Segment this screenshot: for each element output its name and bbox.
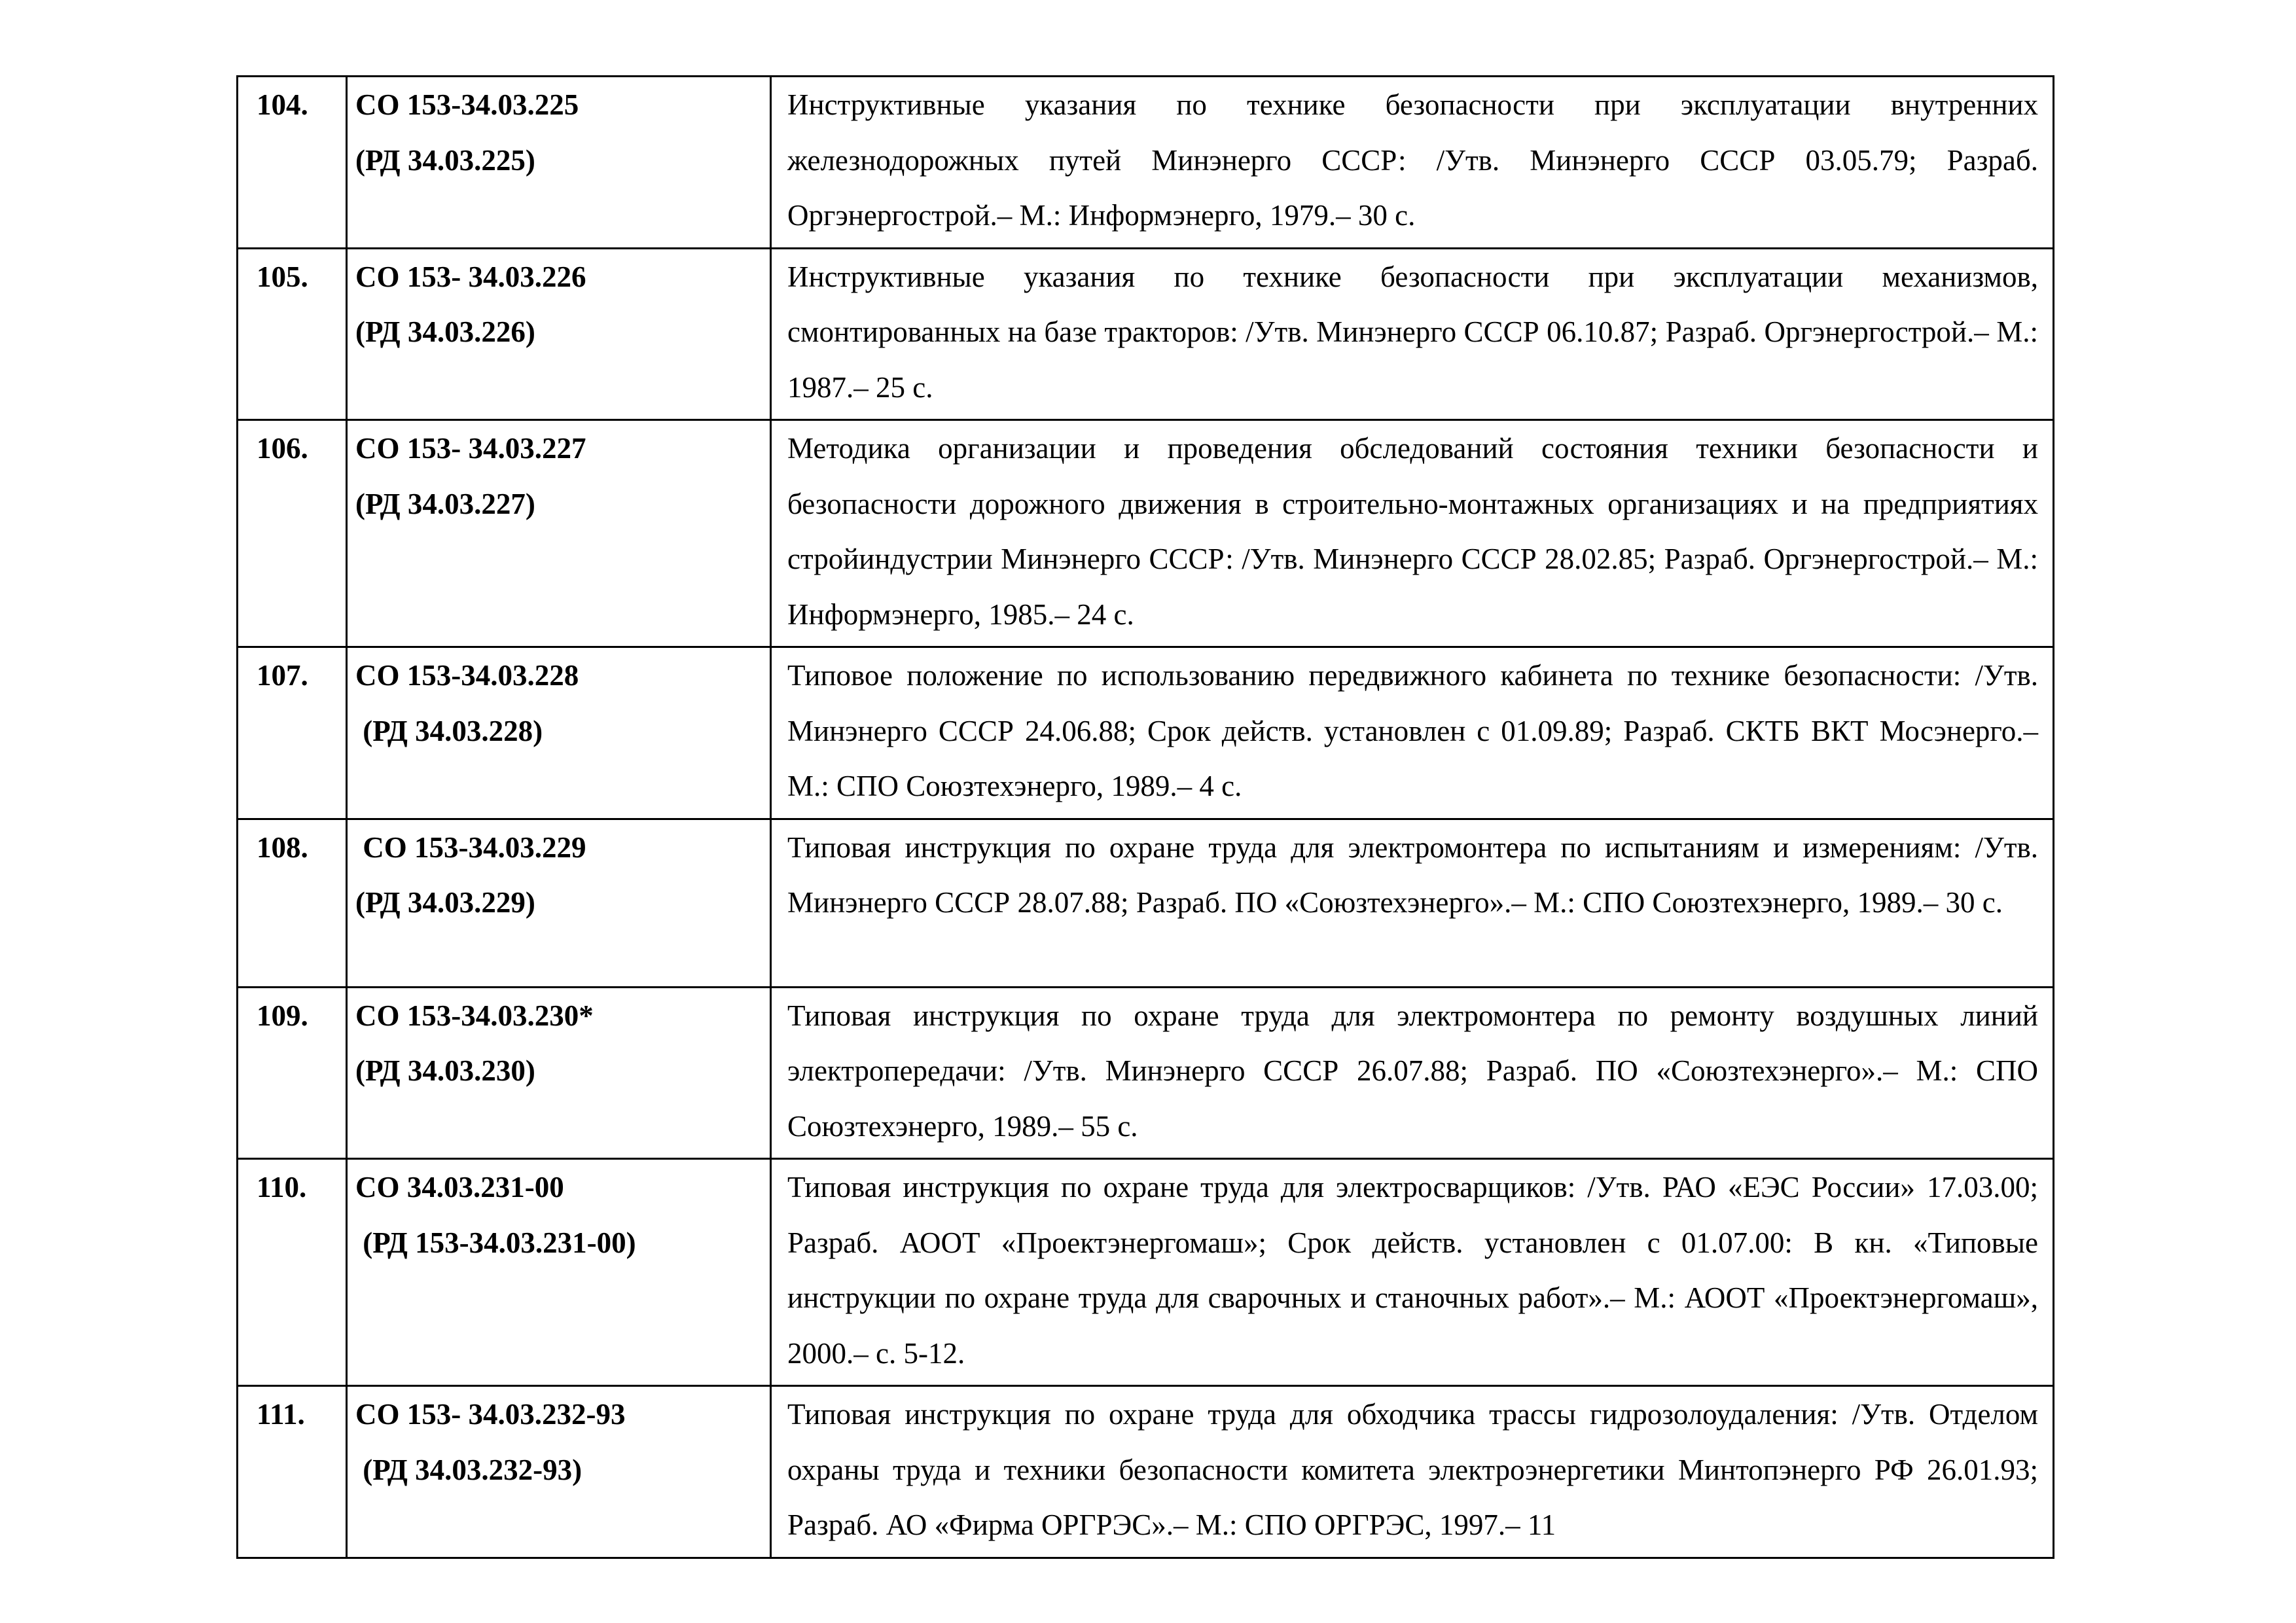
rd-code: (РД 34.03.229) (355, 886, 535, 919)
row-number: 111. (238, 1386, 347, 1558)
rd-code: (РД 34.03.232-93) (355, 1453, 583, 1486)
document-code-cell (347, 248, 771, 420)
row-number: 105. (238, 248, 347, 420)
so-code: СО 153-34.03.230* (355, 999, 594, 1032)
row-number: 108. (238, 819, 347, 987)
document-code-cell (347, 819, 771, 987)
standards-table (236, 75, 2054, 1559)
rd-code: (РД 153-34.03.231-00) (355, 1226, 636, 1259)
table-row (238, 1159, 2054, 1386)
document-description: Инструктивные указания по технике безопасности при эксплуатации внутренних железнодорожных путей Минэнерго СССР: /Утв. Минэнерго СССР 03.05.79; Разраб. Оргэнергострой.– М.: Информэнерго, 1979.– 30 с. (771, 77, 2054, 249)
document-description: Типовая инструкция по охране труда для электромонтера по ремонту воздушных линий электропередачи: /Утв. Минэнерго СССР 26.07.88; Разраб. ПО «Союзтехэнерго».– М.: СПО Союзтехэнерго, 1989.– 55 с. (771, 987, 2054, 1159)
document-code-cell (347, 420, 771, 647)
row-number: 106. (238, 420, 347, 647)
document-description: Типовая инструкция по охране труда для электросварщиков: /Утв. РАО «ЕЭС России» 17.03.00; Разраб. АООТ «Проектэнергомаш»; Срок действ. установлен с 01.07.00: В кн. «Типовые инструкции по охране труда для сварочных и станочных работ».– М.: АООТ «Проектэнергомаш», 2000.– с. 5-12. (771, 1159, 2054, 1386)
row-number: 110. (238, 1159, 347, 1386)
document-description: Типовое положение по использованию передвижного кабинета по технике безопасности: /Утв. Минэнерго СССР 24.06.88; Срок действ. установлен с 01.09.89; Разраб. СКТБ ВКТ Мосэнерго.– М.: СПО Союзтехэнерго, 1989.– 4 с. (771, 647, 2054, 819)
row-number: 104. (238, 77, 347, 249)
document-code-cell (347, 77, 771, 249)
table-row (238, 420, 2054, 647)
table-row (238, 248, 2054, 420)
so-code: СО 34.03.231-00 (355, 1171, 564, 1204)
so-code: СО 153-34.03.225 (355, 88, 579, 121)
document-description: Инструктивные указания по технике безопасности при эксплуатации механизмов, смонтированных на базе тракторов: /Утв. Минэнерго СССР 06.10.87; Разраб. Оргэнергострой.– М.: 1987.– 25 с. (771, 248, 2054, 420)
so-code: СО 153- 34.03.227 (355, 432, 586, 465)
rd-code: (РД 34.03.228) (355, 714, 543, 747)
so-code: СО 153- 34.03.226 (355, 260, 586, 293)
table-row (238, 1386, 2054, 1558)
so-code: СО 153-34.03.228 (355, 659, 579, 692)
so-code: СО 153- 34.03.232-93 (355, 1398, 626, 1431)
table-row (238, 77, 2054, 249)
rd-code: (РД 34.03.225) (355, 143, 535, 177)
rd-code: (РД 34.03.226) (355, 315, 535, 348)
rd-code: (РД 34.03.227) (355, 487, 535, 520)
document-code-cell (347, 987, 771, 1159)
so-code: СО 153-34.03.229 (355, 830, 586, 864)
table-row (238, 819, 2054, 987)
table-row (238, 987, 2054, 1159)
document-code-cell (347, 1386, 771, 1558)
document-description: Методика организации и проведения обследований состояния техники безопасности и безопасности дорожного движения в строительно-монтажных организациях и на предприятиях стройиндустрии Минэнерго СССР: /Утв. Минэнерго СССР 28.02.85; Разраб. Оргэнергострой.– М.: Информэнерго, 1985.– 24 с. (771, 420, 2054, 647)
document-code-cell (347, 1159, 771, 1386)
row-number: 107. (238, 647, 347, 819)
document-code-cell (347, 647, 771, 819)
standards-table-body (238, 77, 2054, 1558)
row-number: 109. (238, 987, 347, 1159)
rd-code: (РД 34.03.230) (355, 1054, 535, 1087)
table-row (238, 647, 2054, 819)
document-description: Типовая инструкция по охране труда для электромонтера по испытаниям и измерениям: /Утв. Минэнерго СССР 28.07.88; Разраб. ПО «Союзтехэнерго».– М.: СПО Союзтехэнерго, 1989.– 30 с. (771, 819, 2054, 987)
document-description: Типовая инструкция по охране труда для обходчика трассы гидрозолоудаления: /Утв. Отделом охраны труда и техники безопасности комитета электроэнергетики Минтопэнерго РФ 26.01.93; Разраб. АО «Фирма ОРГРЭС».– М.: СПО ОРГРЭС, 1997.– 11 (771, 1386, 2054, 1558)
